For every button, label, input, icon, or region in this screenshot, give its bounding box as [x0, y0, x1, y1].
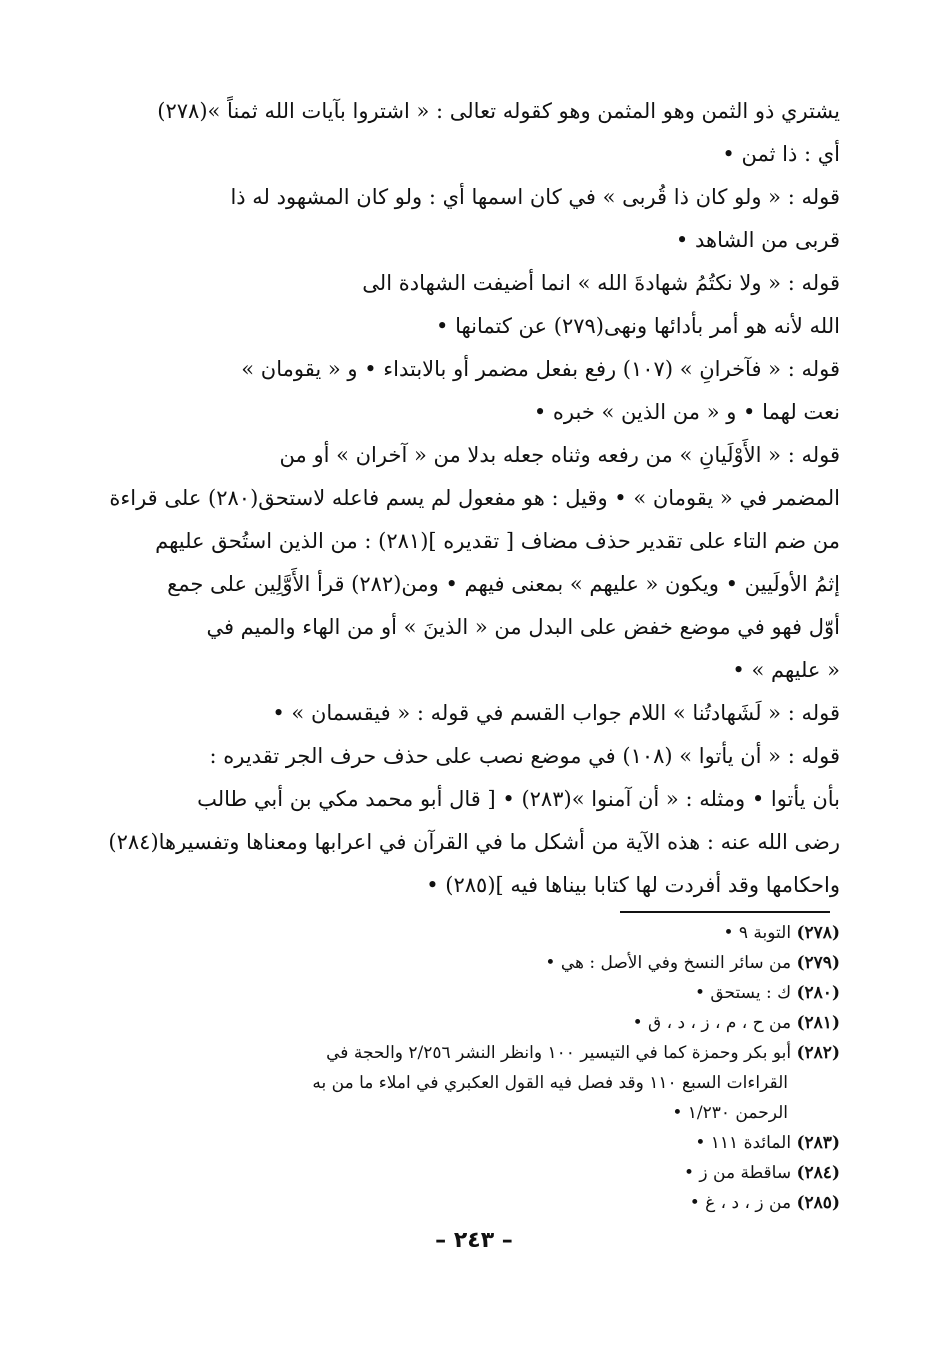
footnote-continuation	[128, 1098, 840, 1128]
footnote-text: المائدة ١١١ •	[695, 1133, 792, 1153]
footnote-item	[128, 1038, 840, 1068]
footnote-text: ساقطة من ز •	[683, 1163, 792, 1183]
footnote-number: (٢٨٣)	[796, 1133, 840, 1153]
footnote-item	[128, 918, 840, 948]
footnote-text: من ح ، م ، ز ، د ، ق •	[632, 1013, 792, 1033]
body-line: الله لأنه هو أمر بأدائها ونهى(٢٧٩) عن كتمانها •	[436, 314, 840, 338]
body-line: نعت لهما • و « من الذين » خبره •	[533, 400, 840, 424]
footnote-text: التوبة ٩ •	[723, 923, 792, 943]
body-line: إثمُ الأولَيين • ويكون « عليهم » بمعنى فيهم • ومن(٢٨٢) قرأ الأَوَّلِين على جمع	[167, 572, 840, 596]
footnote-text: القراءات السبع ١١٠ وقد فصل فيه القول العكبري في املاء ما من به	[312, 1073, 788, 1093]
footnote-number: (٢٨٥)	[796, 1193, 840, 1213]
body-line: قوله : « الأَوْلَيانِ » من رفعه وثناه جعله بدلا من « آخران » أو من	[279, 443, 840, 467]
footnote-item	[128, 1008, 840, 1038]
footnote-number: (٢٨٤)	[796, 1163, 840, 1183]
body-line: قوله : « ولو كان ذا قُربى » في كان اسمها أي : ولو كان المشهود له ذا	[230, 185, 840, 209]
body-line: أي : ذا ثمن •	[722, 142, 840, 166]
footnote-number: (٢٧٩)	[796, 953, 840, 973]
footnote-text: من سائر النسخ وفي الأصل : هي •	[545, 953, 792, 973]
body-line: قوله : « فآخرانِ » (١٠٧) رفع بفعل مضمر أو بالابتداء • و « يقومان »	[241, 357, 840, 381]
body-text	[108, 90, 840, 907]
footnote-text: ك : يستحق •	[694, 983, 792, 1003]
footnotes	[128, 918, 840, 1218]
footnote-item	[128, 978, 840, 1008]
body-line: واحكامها وقد أفردت لها كتابا بيناها فيه ](٢٨٥) •	[426, 873, 840, 897]
footnote-item	[128, 1188, 840, 1218]
footnote-number: (٢٨١)	[796, 1013, 840, 1033]
footnote-text: الرحمن ١/٢٣٠ •	[672, 1103, 788, 1123]
body-line: قربى من الشاهد •	[675, 228, 840, 252]
footnote-item	[128, 948, 840, 978]
body-line: أوّل فهو في موضع خفض على البدل من « الذينَ » أو من الهاء والميم في	[206, 615, 840, 639]
footnote-text: أبو بكر وحمزة كما في التيسير ١٠٠ وانظر النشر ٢/٢٥٦ والحجة في	[326, 1043, 792, 1063]
footnote-continuation	[128, 1068, 840, 1098]
page-number: – ٢٤٣ –	[435, 1228, 513, 1253]
footnote-number: (٢٨٠)	[796, 983, 840, 1003]
body-line: من ضم التاء على تقدير حذف مضاف [ تقديره ](٢٨١) : من الذين استُحق عليهم	[155, 529, 840, 553]
body-line: « عليهم » •	[732, 658, 840, 682]
footnote-number: (٢٧٨)	[796, 923, 840, 943]
footnote-text: من ز ، د ، غ •	[689, 1193, 792, 1213]
footnote-item	[128, 1158, 840, 1188]
body-line: رضى الله عنه : هذه الآية من أشكل ما في القرآن في اعرابها ومعناها وتفسيرها(٢٨٤)	[108, 830, 840, 854]
body-line: بأن يأتوا • ومثله : « أن آمنوا »(٢٨٣) • [ قال أبو محمد مكي بن أبي طالب	[197, 787, 840, 811]
footnote-divider	[620, 911, 830, 913]
body-line: قوله : « لَشَهادتُنا » اللام جواب القسم في قوله : « فيقسمان » •	[272, 701, 840, 725]
footnote-item	[128, 1128, 840, 1158]
footnote-number: (٢٨٢)	[796, 1043, 840, 1063]
body-line: المضمر في « يقومان » • وقيل : هو مفعول لم يسم فاعله لاستحق(٢٨٠) على قراءة	[109, 486, 840, 510]
body-line: يشتري ذو الثمن وهو المثمن وهو كقوله تعالى : « اشتروا بآيات الله ثمناً »(٢٧٨)	[157, 99, 840, 123]
body-line: قوله : « أن يأتوا » (١٠٨) في موضع نصب على حذف حرف الجر تقديره :	[209, 744, 840, 768]
body-line: قوله : « ولا نكتُمُ شهادةَ الله » انما أضيفت الشهادة الى	[362, 271, 840, 295]
